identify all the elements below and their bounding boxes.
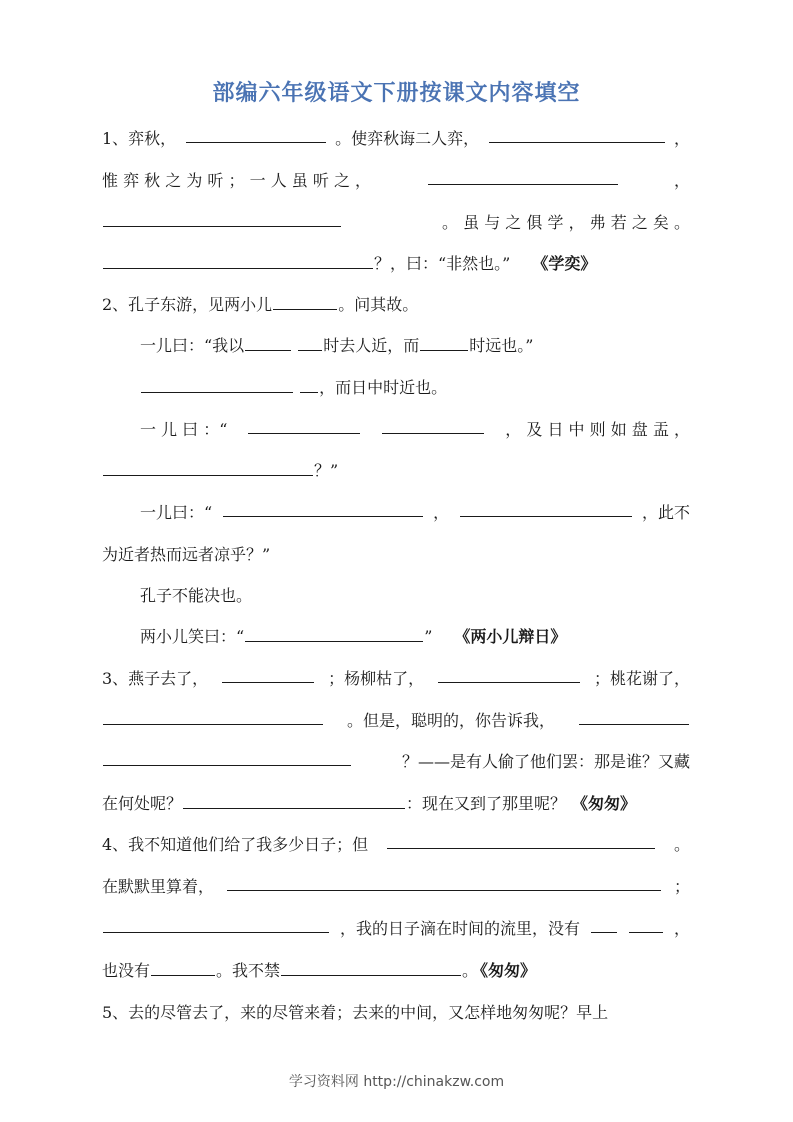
blank[interactable] (183, 793, 405, 809)
blank[interactable] (273, 294, 337, 310)
q4-text: 也没有 (102, 961, 151, 980)
blank[interactable] (103, 460, 313, 476)
q3-text: 在何处呢？ (102, 794, 183, 813)
page-title: 部编六年级语文下册按课文内容填空 (212, 81, 581, 106)
q1-line-1 (102, 127, 690, 151)
q2-line-1 (102, 293, 690, 317)
blank[interactable] (489, 127, 665, 143)
page-footer: 学习资料网 http://chinakzw.com (288, 1074, 505, 1090)
blank[interactable] (248, 418, 360, 434)
blank[interactable] (245, 626, 423, 642)
q1-line-4 (102, 252, 690, 276)
q3-line-1 (102, 667, 690, 691)
q1-text: ， (673, 129, 690, 148)
q2-text: 时远也。” (469, 336, 534, 355)
q1-line-2 (102, 169, 690, 193)
blank[interactable] (281, 960, 461, 976)
q2-line-4 (140, 418, 690, 442)
q3-line-2 (102, 709, 690, 733)
blank[interactable] (245, 335, 291, 351)
blank[interactable] (103, 750, 351, 766)
q3-text: ；桃花谢了， (593, 669, 690, 688)
q2-text: 一儿曰：“ (140, 503, 213, 522)
q2-text: 一 儿 曰 ：“ (140, 420, 228, 439)
q2-text: 两小儿笑曰：“ (140, 627, 245, 646)
q2-text: ， 及 日 中 则 如 盘 盂 ， (505, 420, 690, 439)
source-title: 《匆匆》 (572, 794, 637, 813)
q2-line-3 (140, 376, 690, 400)
blank[interactable] (141, 377, 293, 393)
blank[interactable] (438, 667, 580, 683)
q1-text: 1、弈秋， (102, 129, 177, 148)
q4-line-2 (102, 875, 690, 899)
q4-line-3 (102, 917, 690, 941)
blank[interactable] (298, 335, 322, 351)
blank[interactable] (591, 917, 617, 933)
blank[interactable] (103, 253, 373, 269)
blank[interactable] (103, 211, 341, 227)
source-title: 《匆匆》 (480, 961, 537, 980)
blank[interactable] (223, 501, 423, 517)
blank[interactable] (420, 335, 468, 351)
blank[interactable] (151, 960, 215, 976)
q3-line-3 (102, 750, 690, 774)
q2-text: ？” (314, 461, 339, 480)
blank[interactable] (460, 501, 632, 517)
source-title: 《两小儿辩日》 (454, 627, 567, 646)
q5-line-1 (102, 1001, 690, 1025)
q4-text: 。我不禁 (216, 961, 281, 980)
q2-line-5 (102, 459, 690, 483)
q3-text: ；杨柳枯了， (328, 669, 425, 688)
blank[interactable] (103, 917, 329, 933)
q4-text: 。 (462, 961, 479, 980)
blank[interactable] (222, 667, 314, 683)
q2-line-7 (102, 543, 690, 567)
q4-line-1 (102, 833, 690, 857)
q4-line-4 (102, 959, 690, 983)
q2-line-2 (140, 334, 690, 358)
q2-line-9 (140, 625, 690, 649)
q2-text: ” (424, 627, 433, 646)
q1-text: 。 虽 与 之 俱 学 ， 弗 若 之 矣 。 (442, 213, 690, 232)
q1-text: 惟 弈 秋 之 为 听 ； 一 人 虽 听 之 ， (102, 171, 372, 190)
blank[interactable] (103, 709, 323, 725)
q2-line-8 (140, 584, 690, 608)
blank[interactable] (629, 917, 663, 933)
q1-text: ， (673, 171, 690, 190)
q1-text: ？，曰：“非然也。” (374, 254, 511, 273)
q2-text: 2、孔子东游，见两小儿 (102, 295, 273, 314)
q3-text: 3、燕子去了， (102, 669, 209, 688)
q4-text: 。 (673, 835, 690, 854)
blank[interactable] (186, 127, 326, 143)
q2-text: 时去人近，而 (323, 336, 420, 355)
q2-text: ，此不 (641, 503, 690, 522)
q2-text: 孔子不能决也。 (140, 586, 253, 605)
q3-text: ：现在又到了那里呢？ (406, 794, 567, 813)
q5-text: 5、去的尽管去了，来的尽管来着；去来的中间，又怎样地匆匆呢？早上 (102, 1003, 609, 1022)
source-title: 《学奕》 (532, 254, 597, 273)
q1-line-3 (102, 211, 690, 235)
q3-text: 。但是，聪明的，你告诉我， (346, 711, 555, 730)
blank[interactable] (382, 418, 484, 434)
q4-text: ； (673, 877, 690, 896)
q4-text: ，我的日子滴在时间的流里，没有 (339, 919, 580, 938)
q2-text: 为近者热而远者凉乎？” (102, 545, 271, 564)
blank[interactable] (387, 833, 655, 849)
q2-text: 一儿曰：“我以 (140, 336, 245, 355)
q2-text: ， (433, 503, 450, 522)
q2-text: ，而日中时近也。 (319, 378, 448, 397)
blank[interactable] (300, 377, 318, 393)
q4-text: 在默默里算着， (102, 877, 215, 896)
q1-text: 。使弈秋诲二人弈， (335, 129, 480, 148)
blank[interactable] (579, 709, 689, 725)
blank[interactable] (428, 169, 618, 185)
q2-line-6 (140, 501, 690, 525)
q4-text: 4、我不知道他们给了我多少日子；但 (102, 835, 369, 854)
q3-text: ？——是有人偷了他们罢：那是谁？又藏 (401, 752, 690, 771)
q4-text: ， (673, 919, 690, 938)
q2-text: 。问其故。 (338, 295, 419, 314)
blank[interactable] (227, 875, 661, 891)
q3-line-4 (102, 792, 690, 816)
